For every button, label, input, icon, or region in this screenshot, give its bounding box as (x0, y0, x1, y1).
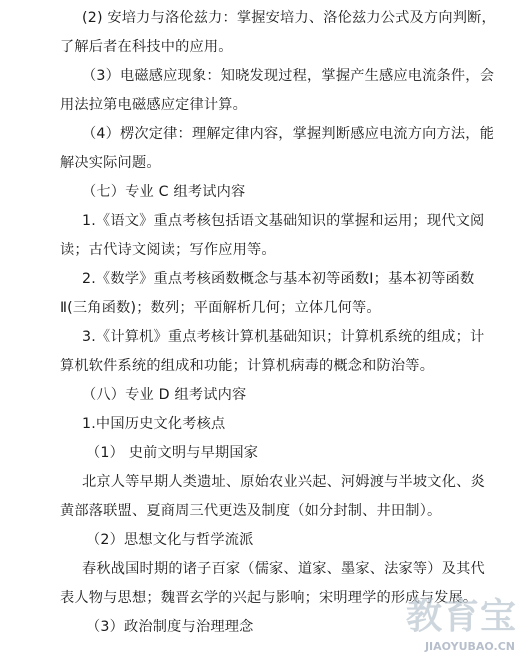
paragraph-line: 3.《计算机》重点考核计算机基础知识；计算机系统的组成；计 (82, 329, 485, 345)
watermark-url: JIAOYUBAO.CN (424, 640, 515, 653)
paragraph-line: 读；古代诗文阅读；写作应用等。 (60, 242, 276, 258)
subsection-heading: 1.中国历史文化考核点 (82, 416, 226, 432)
subsection-heading: （2）思想文化与哲学流派 (86, 532, 254, 548)
paragraph-line: Ⅱ(三角函数)；数列；平面解析几何；立体几何等。 (60, 300, 381, 316)
paragraph-line: (2) 安培力与洛伦兹力：掌握安培力、洛伦兹力公式及方向判断， (82, 10, 496, 26)
watermark-text: 教育宝 (405, 596, 517, 637)
paragraph-line: 1.《语文》重点考核包括语文基础知识的掌握和运用；现代文阅 (82, 213, 485, 229)
paragraph-line: 春秋战国时期的诸子百家（儒家、道家、墨家、法家等）及其代 (82, 561, 485, 577)
paragraph-line: 解决实际问题。 (60, 155, 161, 171)
subsection-heading: （1） 史前文明与早期国家 (86, 445, 259, 461)
paragraph-line: 2.《数学》重点考核函数概念与基本初等函数Ⅰ；基本初等函数 (82, 271, 475, 287)
paragraph-line: 用法拉第电磁感应定律计算。 (60, 97, 248, 113)
paragraph-line: 算机软件系统的组成和功能；计算机病毒的概念和防治等。 (60, 358, 435, 374)
paragraph-line: 表人物与思想；魏晋玄学的兴起与影响；宋明理学的形成与发展。 (60, 590, 478, 606)
subsection-heading: （3）政治制度与治理理念 (86, 619, 254, 635)
section-heading: （八）专业 D 组考试内容 (82, 387, 247, 403)
section-heading: （七）专业 C 组考试内容 (82, 184, 246, 200)
paragraph-line: 了解后者在科技中的应用。 (60, 39, 233, 55)
paragraph-line: 北京人等早期人类遗址、原始农业兴起、河姆渡与半坡文化、炎 (82, 474, 485, 490)
paragraph-line: 黄部落联盟、夏商周三代更迭及制度（如分封制、井田制）。 (60, 503, 442, 519)
paragraph-line: （4）楞次定律：理解定律内容，掌握判断感应电流方向方法，能 (82, 126, 495, 142)
paragraph-line: （3）电磁感应现象：知晓发现过程，掌握产生感应电流条件，会 (82, 68, 495, 84)
